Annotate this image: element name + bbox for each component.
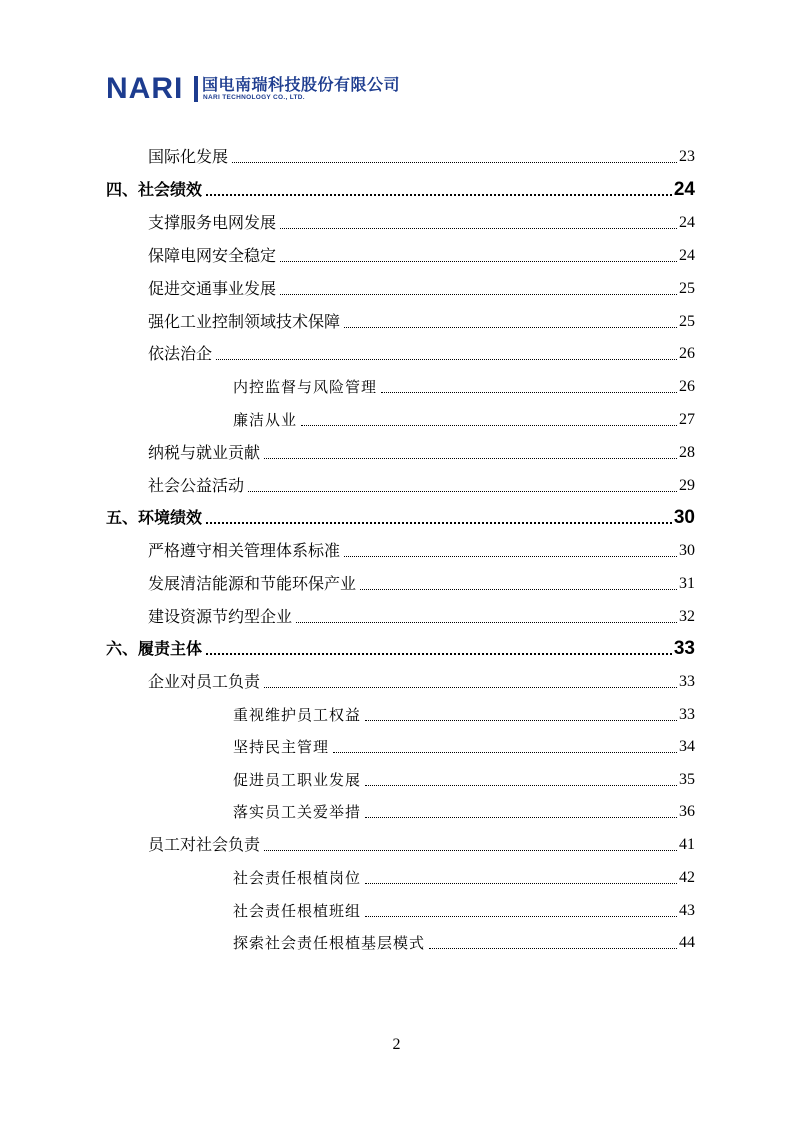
toc-dot-leader — [206, 194, 672, 196]
toc-dot-leader — [301, 425, 677, 426]
toc-entry-title: 五、环境绩效 — [106, 508, 203, 527]
toc-entry-page: 41 — [679, 836, 695, 853]
toc-entry-page: 33 — [679, 673, 695, 690]
toc-dot-leader — [344, 556, 677, 557]
toc-dot-leader — [360, 589, 677, 590]
toc-entry-title: 六、履责主体 — [106, 639, 203, 658]
toc-dot-leader — [365, 720, 677, 721]
toc-entry[interactable] — [148, 308, 695, 332]
toc-dot-leader — [248, 491, 677, 492]
toc-subentry[interactable] — [233, 406, 695, 430]
toc-entry-page: 24 — [679, 214, 695, 231]
toc-entry-title: 国际化发展 — [148, 147, 229, 166]
toc-dot-leader — [365, 883, 677, 884]
toc-entry-page: 27 — [679, 411, 695, 428]
toc-dot-leader — [280, 228, 677, 229]
logo-company-en: NARI TECHNOLOGY CO., LTD. — [203, 94, 305, 101]
toc-subentry[interactable] — [233, 864, 695, 888]
toc-entry[interactable] — [148, 570, 695, 594]
toc-dot-leader — [381, 392, 677, 393]
logo-company-cn: 国电南瑞科技股份有限公司 — [202, 75, 401, 94]
toc-entry-page: 25 — [679, 280, 695, 297]
toc-dot-leader — [280, 294, 677, 295]
toc-entry-page: 36 — [679, 803, 695, 820]
toc-entry-title: 社会责任根植岗位 — [233, 869, 362, 887]
toc-entry[interactable] — [148, 603, 695, 627]
toc-entry-page: 24 — [673, 179, 695, 200]
toc-entry-title: 员工对社会负责 — [148, 835, 261, 854]
toc-entry[interactable] — [148, 831, 695, 855]
toc-entry-title: 纳税与就业贡献 — [148, 443, 261, 462]
toc-subentry[interactable] — [233, 897, 695, 921]
toc-section-entry[interactable] — [106, 635, 695, 659]
toc-dot-leader — [264, 458, 677, 459]
toc-entry-page: 26 — [679, 345, 695, 362]
toc-entry-title: 企业对员工负责 — [148, 672, 261, 691]
toc-entry[interactable] — [148, 340, 695, 364]
toc-subentry[interactable] — [233, 798, 695, 822]
toc-entry-page: 35 — [679, 771, 695, 788]
toc-entry[interactable] — [148, 472, 695, 496]
toc-section-entry[interactable] — [106, 176, 695, 200]
toc-entry-title: 发展清洁能源和节能环保产业 — [148, 574, 357, 593]
toc-subentry[interactable] — [233, 373, 695, 397]
toc-entry-title: 促进员工职业发展 — [233, 771, 362, 789]
toc-entry-page: 32 — [679, 608, 695, 625]
toc-entry-page: 28 — [679, 444, 695, 461]
toc-entry-title: 支撑服务电网发展 — [148, 213, 277, 232]
toc-entry[interactable] — [148, 668, 695, 692]
toc-subentry[interactable] — [233, 701, 695, 725]
toc-dot-leader — [264, 850, 677, 851]
toc-entry-title: 促进交通事业发展 — [148, 279, 277, 298]
toc-section-entry[interactable] — [106, 504, 695, 528]
toc-dot-leader — [333, 752, 677, 753]
toc-dot-leader — [264, 687, 677, 688]
toc-subentry[interactable] — [233, 766, 695, 790]
toc-entry-page: 26 — [679, 378, 695, 395]
toc-dot-leader — [280, 261, 677, 262]
toc-entry-title: 探索社会责任根植基层模式 — [233, 934, 426, 952]
toc-entry-title: 严格遵守相关管理体系标准 — [148, 541, 341, 560]
toc-entry[interactable] — [148, 242, 695, 266]
toc-entry-page: 30 — [673, 507, 695, 528]
toc-entry-title: 内控监督与风险管理 — [233, 378, 378, 396]
toc-entry-page: 23 — [679, 148, 695, 165]
toc-dot-leader — [296, 622, 677, 623]
toc-entry[interactable] — [148, 439, 695, 463]
toc-entry-title: 坚持民主管理 — [233, 738, 330, 756]
toc-dot-leader — [365, 916, 677, 917]
toc-entry-page: 43 — [679, 902, 695, 919]
toc-subentry[interactable] — [233, 929, 695, 953]
toc-dot-leader — [429, 948, 677, 949]
toc-dot-leader — [344, 327, 677, 328]
toc-entry-title: 建设资源节约型企业 — [148, 607, 293, 626]
toc-entry-page: 42 — [679, 869, 695, 886]
toc-entry-title: 重视维护员工权益 — [233, 706, 362, 724]
toc-entry-title: 强化工业控制领域技术保障 — [148, 312, 341, 331]
logo-nari-text: NARI — [106, 72, 184, 105]
toc-entry-page: 29 — [679, 477, 695, 494]
toc-entry[interactable] — [148, 143, 695, 167]
toc-entry[interactable] — [148, 537, 695, 561]
toc-entry-title: 保障电网安全稳定 — [148, 246, 277, 265]
toc-entry-title: 廉洁从业 — [233, 411, 298, 429]
toc-subentry[interactable] — [233, 733, 695, 757]
logo-divider — [194, 76, 198, 102]
toc-entry-page: 31 — [679, 575, 695, 592]
toc-dot-leader — [365, 785, 677, 786]
toc-entry[interactable] — [148, 275, 695, 299]
toc-entry-page: 44 — [679, 934, 695, 951]
toc-entry-page: 33 — [679, 706, 695, 723]
toc-entry-title: 依法治企 — [148, 344, 213, 363]
toc-entry-title: 社会责任根植班组 — [233, 902, 362, 920]
toc-entry[interactable] — [148, 209, 695, 233]
toc-dot-leader — [206, 653, 672, 655]
toc-entry-title: 社会公益活动 — [148, 476, 245, 495]
toc-entry-title: 四、社会绩效 — [106, 180, 203, 199]
toc-entry-page: 24 — [679, 247, 695, 264]
toc-dot-leader — [216, 359, 677, 360]
toc-dot-leader — [232, 162, 677, 163]
toc-entry-page: 33 — [673, 638, 695, 659]
toc-entry-page: 25 — [679, 313, 695, 330]
toc-dot-leader — [206, 522, 672, 524]
toc-entry-title: 落实员工关爱举措 — [233, 803, 362, 821]
toc-dot-leader — [365, 817, 677, 818]
toc-entry-page: 30 — [679, 542, 695, 559]
page-number: 2 — [392, 1036, 401, 1053]
toc-entry-page: 34 — [679, 738, 695, 755]
